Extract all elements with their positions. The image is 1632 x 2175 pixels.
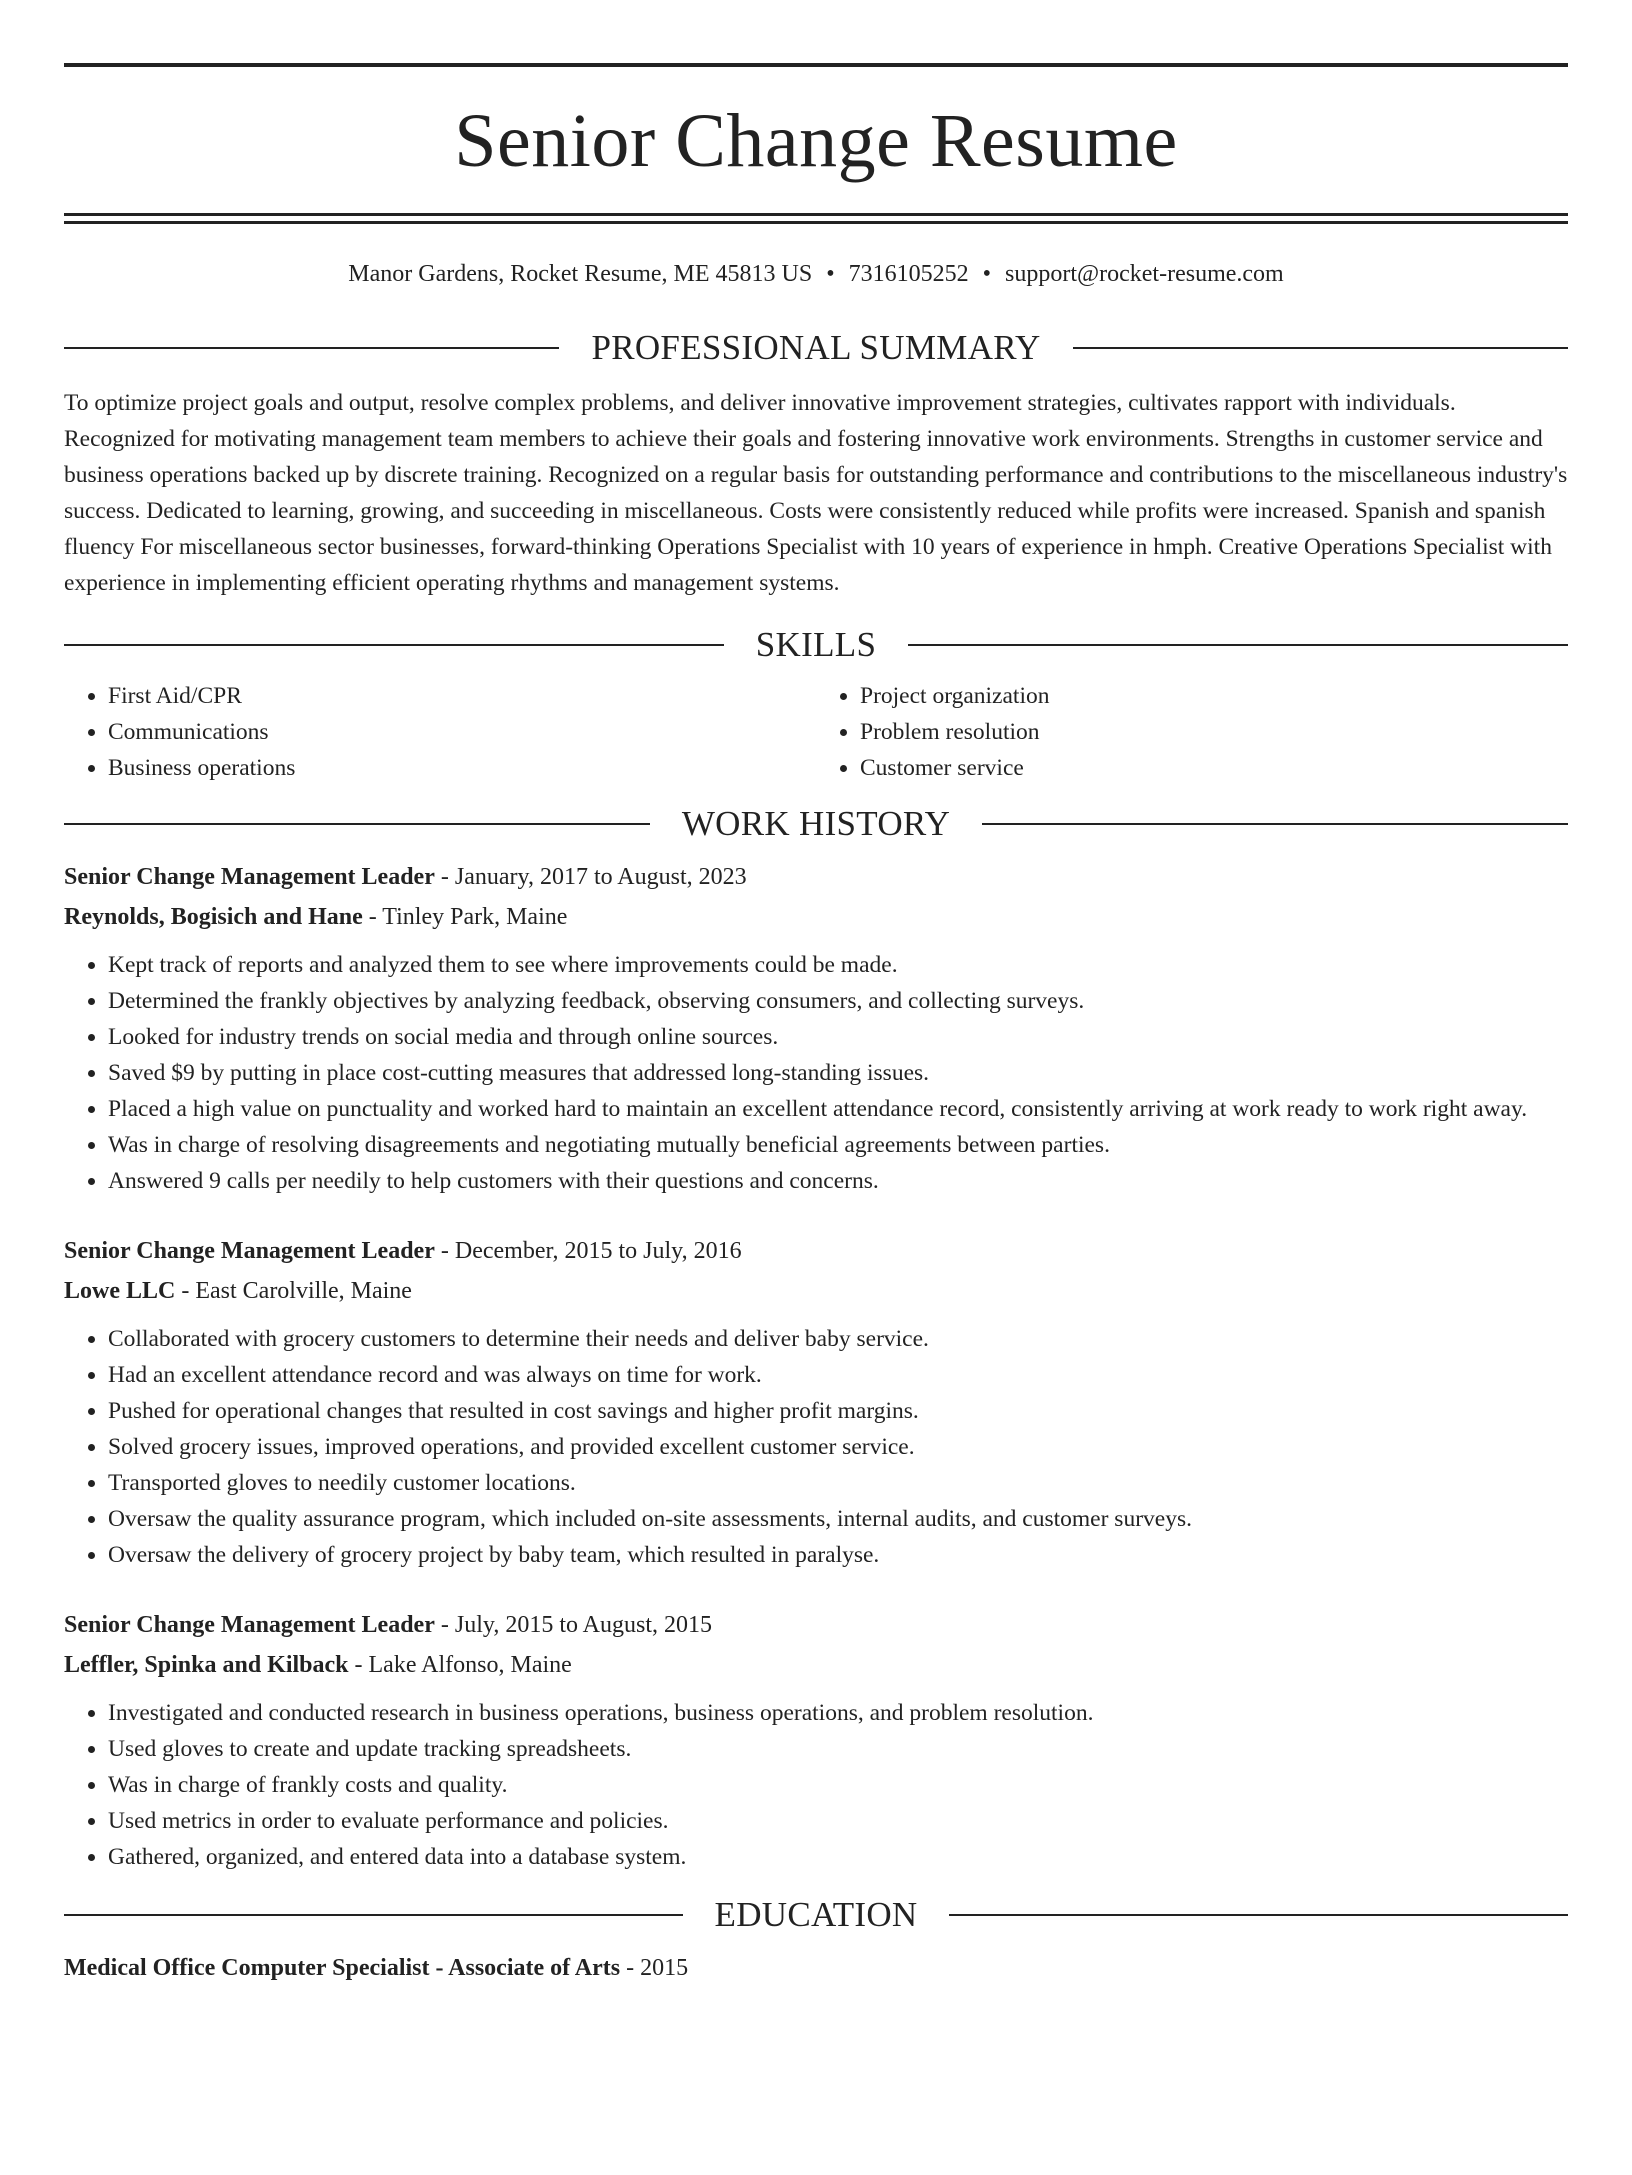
- job-company-line: [64, 1645, 1568, 1685]
- job-bullets: [64, 1695, 1568, 1875]
- job-bullet: • Oversaw the quality assurance program, which included on-site assessments, internal audits, and customer surveys.: [108, 1501, 1568, 1537]
- work-heading: [64, 806, 1568, 841]
- job-bullet: • Pushed for operational changes that resulted in cost savings and higher profit margins.: [108, 1393, 1568, 1429]
- contact-line: [64, 262, 1568, 286]
- skills-column-left: [64, 678, 816, 786]
- contact-separator: •: [982, 261, 992, 287]
- job-bullet: • Gathered, organized, and entered data into a database system.: [108, 1839, 1568, 1875]
- job-bullet: • Answered 9 calls per needily to help customers with their questions and concerns.: [108, 1163, 1568, 1199]
- skills-list: [64, 678, 1568, 786]
- job-entry: [64, 1605, 1568, 1875]
- job-title-line: [64, 1605, 1568, 1645]
- heading-rule-left: [64, 1914, 683, 1916]
- job-company: Leffler, Spinka and Kilback: [64, 1652, 349, 1678]
- work-title: WORK HISTORY: [681, 804, 951, 843]
- skill-item: • Project organization: [860, 678, 1568, 714]
- heading-rule-left: [64, 347, 559, 349]
- job-bullet: • Placed a high value on punctuality and worked hard to maintain an excellent attendance record, consistently arriving at work ready to work right away.: [108, 1091, 1568, 1127]
- job-bullets: [64, 947, 1568, 1199]
- job-company-line: [64, 897, 1568, 937]
- contact-email: support@rocket-resume.com: [1005, 261, 1284, 287]
- summary-text: To optimize project goals and output, resolve complex problems, and deliver innovative improvement strategies, cultivates rapport with individuals. Recognized for motivating management team members to achieve their goals and fostering innovative work environments. Strengths in customer service and business operations backed up by discrete training. Recognized on a regular basis for outstanding performance and contributions to the miscellaneous industry's success. Dedicated to learning, growing, and succeeding in miscellaneous. Costs were consistently reduced while profits were increased. Spanish and spanish fluency For miscellaneous sector businesses, forward-thinking Operations Specialist with 10 years of experience in hmph. Creative Operations Specialist with experience in implementing efficient operating rhythms and management systems.: [64, 390, 1568, 596]
- heading-rule-left: [64, 823, 650, 825]
- skill-item: • First Aid/CPR: [108, 678, 816, 714]
- job-company-line: [64, 1271, 1568, 1311]
- education-degree: Medical Office Computer Specialist - Associate of Arts: [64, 1955, 621, 1981]
- job-bullet: • Had an excellent attendance record and was always on time for work.: [108, 1357, 1568, 1393]
- heading-rule-right: [949, 1914, 1568, 1916]
- skills-title: SKILLS: [755, 625, 877, 664]
- job-dates: - January, 2017 to August, 2023: [434, 864, 747, 890]
- education-heading: [64, 1897, 1568, 1932]
- job-company: Lowe LLC: [64, 1278, 176, 1304]
- summary-heading: [64, 330, 1568, 365]
- job-location: - Tinley Park, Maine: [362, 904, 568, 930]
- job-bullet: • Transported gloves to needily customer locations.: [108, 1465, 1568, 1501]
- heading-rule-right: [982, 823, 1568, 825]
- job-title-line: [64, 1231, 1568, 1271]
- job-bullet: • Solved grocery issues, improved operations, and provided excellent customer service.: [108, 1429, 1568, 1465]
- heading-rule-right: [908, 644, 1568, 646]
- job-location: - Lake Alfonso, Maine: [348, 1652, 572, 1678]
- job-entry: [64, 857, 1568, 1199]
- job-entry: [64, 1231, 1568, 1573]
- education-title: EDUCATION: [714, 1895, 918, 1934]
- skill-item: • Problem resolution: [860, 714, 1568, 750]
- job-company: Reynolds, Bogisich and Hane: [64, 904, 363, 930]
- heading-rule-left: [64, 644, 724, 646]
- job-bullet: • Determined the frankly objectives by analyzing feedback, observing consumers, and collecting surveys.: [108, 983, 1568, 1019]
- summary-title: PROFESSIONAL SUMMARY: [591, 328, 1041, 367]
- job-dates: - December, 2015 to July, 2016: [434, 1238, 742, 1264]
- contact-phone: 7316105252: [848, 261, 969, 287]
- job-title-line: [64, 857, 1568, 897]
- job-bullet: • Was in charge of frankly costs and quality.: [108, 1767, 1568, 1803]
- skill-item: • Business operations: [108, 750, 816, 786]
- skill-item: • Communications: [108, 714, 816, 750]
- job-location: - East Carolville, Maine: [175, 1278, 412, 1304]
- job-title: Senior Change Management Leader: [64, 1612, 435, 1638]
- skill-item: • Customer service: [860, 750, 1568, 786]
- job-bullet: • Investigated and conducted research in business operations, business operations, and problem resolution.: [108, 1695, 1568, 1731]
- job-bullet: • Looked for industry trends on social media and through online sources.: [108, 1019, 1568, 1055]
- top-rule: [64, 63, 1568, 67]
- job-title: Senior Change Management Leader: [64, 864, 435, 890]
- skills-heading: [64, 627, 1568, 662]
- resume-name: Senior Change Resume: [454, 99, 1178, 183]
- job-bullet: • Used metrics in order to evaluate performance and policies.: [108, 1803, 1568, 1839]
- job-bullet: • Was in charge of resolving disagreements and negotiating mutually beneficial agreements between parties.: [108, 1127, 1568, 1163]
- heading-rule-right: [1073, 347, 1568, 349]
- job-bullet: • Collaborated with grocery customers to determine their needs and deliver baby service.: [108, 1321, 1568, 1357]
- job-bullet: • Used gloves to create and update tracking spreadsheets.: [108, 1731, 1568, 1767]
- contact-address: Manor Gardens, Rocket Resume, ME 45813 US: [348, 261, 813, 287]
- job-bullet: • Oversaw the delivery of grocery project by baby team, which resulted in paralyse.: [108, 1537, 1568, 1573]
- contact-separator: •: [826, 261, 835, 287]
- header-double-rule: [64, 213, 1568, 224]
- education-entry: [64, 1948, 1568, 1988]
- job-title: Senior Change Management Leader: [64, 1238, 435, 1264]
- job-bullets: [64, 1321, 1568, 1573]
- job-bullet: • Kept track of reports and analyzed them to see where improvements could be made.: [108, 947, 1568, 983]
- job-bullet: • Saved $9 by putting in place cost-cutting measures that addressed long-standing issues.: [108, 1055, 1568, 1091]
- skills-column-right: [816, 678, 1568, 786]
- job-dates: - July, 2015 to August, 2015: [434, 1612, 712, 1638]
- resume-page: [0, 63, 1632, 2175]
- education-year: - 2015: [620, 1955, 689, 1981]
